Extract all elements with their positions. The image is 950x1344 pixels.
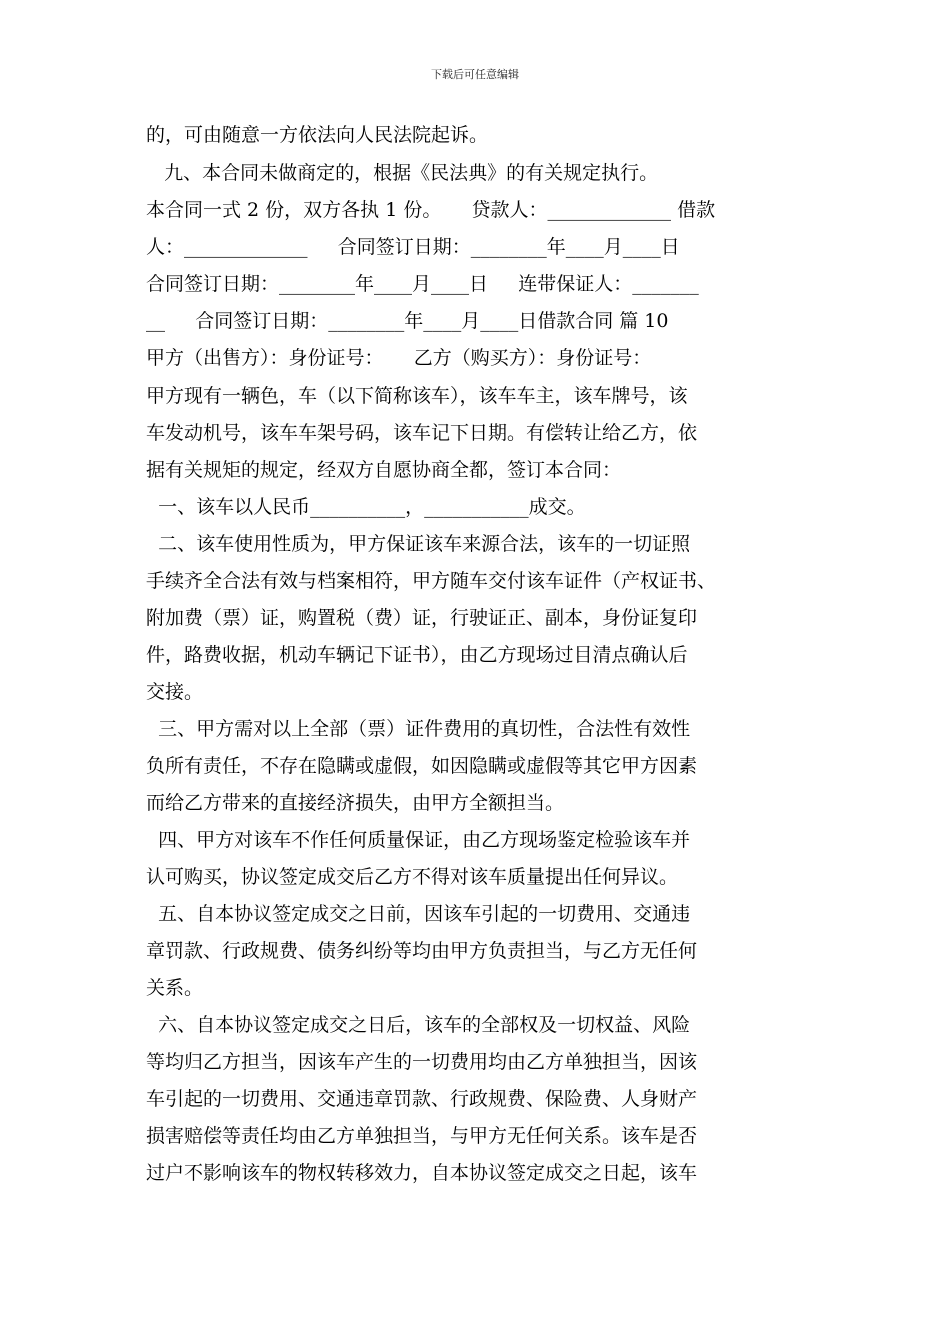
text-line: 九、本合同未做商定的，根据《民法典》的有关规定执行。 [146,162,659,184]
text-line: 件，路费收据，机动车辆记下证书），由乙方现场过目清点确认后 [146,644,688,666]
text-line: 据有关规矩的规定，经双方自愿协商全都，签订本合同： [146,459,622,481]
text-line: 二、该车使用性质为，甲方保证该车来源合法，该车的一切证照 [146,533,691,555]
text-line: 四、甲方对该车不作任何质量保证，由乙方现场鉴定检验该车并 [146,829,691,851]
text-line: 车引起的一切费用、交通违章罚款、行政规费、保险费、人身财产 [146,1088,698,1110]
text-line: 三、甲方需对以上全部（票）证件费用的真切性，合法性有效性 [146,718,691,740]
text-line: 等均归乙方担当，因该车产生的一切费用均由乙方单独担当，因该 [146,1051,698,1073]
text-line: 六、自本协议签定成交之日后，该车的全部权及一切权益、风险 [146,1014,691,1036]
text-line: 手续齐全合法有效与档案相符，甲方随车交付该车证件（产权证书、 [146,570,717,592]
text-line: 的，可由随意一方依法向人民法院起诉。 [146,124,489,146]
text-line: 认可购买，协议签定成交后乙方不得对该车质量提出任何异议。 [146,866,679,888]
text-line: 甲方现有一辆色，车（以下简称该车），该车车主，该车牌号，该 [146,385,688,407]
text-line: 车发动机号，该车车架号码，该车记下日期。有偿转让给乙方，依 [146,422,698,444]
text-line: 人：_____________ 合同签订日期：________年____月____日 [146,236,680,258]
text-line: 五、自本协议签定成交之日前，因该车引起的一切费用、交通违 [146,903,691,925]
text-line: __ 合同签订日期：________年____月____日借款合同 篇 10 [146,310,669,332]
text-line: 一、该车以人民币__________，___________成交。 [146,496,586,518]
text-line: 而给乙方带来的直接经济损失，由甲方全额担当。 [146,792,565,814]
text-line: 关系。 [146,977,204,999]
text-line: 合同签订日期：________年____月____日 连带保证人：_______ [146,273,699,295]
text-line: 损害赔偿等责任均由乙方单独担当，与甲方无任何关系。该车是否 [146,1125,698,1147]
text-line: 附加费（票）证，购置税（费）证，行驶证正、副本，身份证复印 [146,607,698,629]
text-line: 章罚款、行政规费、债务纠纷等均由甲方负责担当，与乙方无任何 [146,940,698,962]
text-line: 交接。 [146,681,204,703]
text-line: 本合同一式 2 份，双方各执 1 份。 贷款人：_____________ 借款 [146,199,716,221]
text-line: 甲方（出售方）：身份证号： 乙方（购买方）：身份证号： [146,347,652,369]
page-header: 下载后可任意编辑 [431,68,519,81]
text-line: 过户不影响该车的物权转移效力，自本协议签定成交之日起，该车 [146,1162,698,1184]
text-line: 负所有责任，不存在隐瞒或虚假，如因隐瞒或虚假等其它甲方因素 [146,755,698,777]
